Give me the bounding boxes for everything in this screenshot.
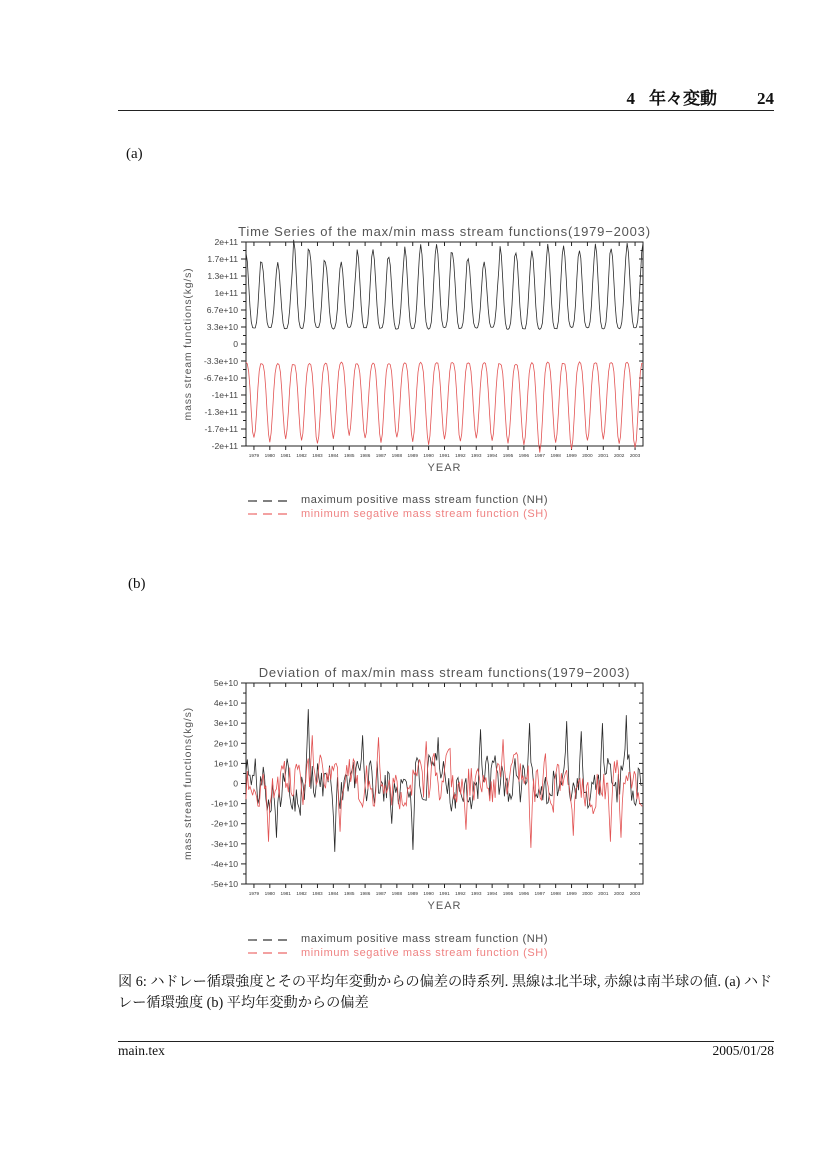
page-number: 24 bbox=[757, 89, 774, 108]
x-tick-label: 1995 bbox=[502, 891, 514, 896]
chart-title: Time Series of the max/min mass stream functions(1979−2003) bbox=[238, 226, 651, 239]
chart-b bbox=[180, 664, 660, 914]
caption-text: ハドレー循環強度とその平均年変動からの偏差の時系列. 黒線は北半球, 赤線は南半球の値. (a) ハドレー循環強度 (b) 平均年変動からの偏差 bbox=[118, 974, 773, 1012]
x-tick-label: 2002 bbox=[613, 453, 625, 458]
chart-a-canvas bbox=[180, 226, 660, 478]
x-tick-label: 1984 bbox=[328, 891, 339, 896]
x-tick-label: 2002 bbox=[613, 891, 625, 896]
x-tick-label: 1991 bbox=[439, 453, 450, 458]
legend-b-item-sh bbox=[247, 947, 548, 961]
legend-a-label-sh: minimum segative mass stream function (SH) bbox=[301, 507, 549, 520]
chart-a bbox=[180, 226, 660, 478]
caption-label: 図 6: bbox=[118, 974, 147, 990]
x-tick-label: 1998 bbox=[550, 891, 561, 896]
y-tick-label: -2e+10 bbox=[211, 818, 238, 829]
x-tick-label: 1996 bbox=[518, 891, 530, 896]
x-tick-label: 1992 bbox=[455, 453, 466, 458]
x-tick-label: 1996 bbox=[518, 453, 530, 458]
series-deviation-sh bbox=[246, 735, 642, 848]
nh-dash-sample-icon bbox=[247, 936, 291, 944]
y-tick-label: -1.7e+11 bbox=[204, 424, 238, 434]
x-tick-label: 2001 bbox=[598, 891, 609, 896]
y-tick-label: -1e+10 bbox=[211, 798, 238, 809]
y-tick-label: 0 bbox=[233, 778, 238, 789]
x-tick-label: 1979 bbox=[248, 453, 260, 458]
y-tick-label: 1.7e+11 bbox=[207, 254, 238, 264]
section-title: 年々変動 bbox=[649, 89, 717, 108]
y-tick-label: 3e+10 bbox=[213, 718, 238, 729]
x-tick-label: 1981 bbox=[280, 891, 291, 896]
y-tick-label: 6.7e+10 bbox=[206, 305, 238, 315]
x-axis-label: YEAR bbox=[427, 900, 462, 912]
x-tick-label: 1999 bbox=[566, 453, 577, 458]
page-header bbox=[118, 84, 774, 109]
x-tick-label: 1990 bbox=[423, 891, 434, 896]
y-tick-label: 2e+10 bbox=[213, 738, 238, 749]
y-tick-label: 1e+11 bbox=[214, 288, 238, 298]
section-number: 4 bbox=[626, 89, 635, 108]
legend-a-item-nh bbox=[247, 494, 548, 508]
legend-a bbox=[247, 494, 548, 521]
y-tick-label: -5e+10 bbox=[211, 879, 238, 889]
x-tick-label: 1998 bbox=[550, 453, 561, 458]
x-axis-label: YEAR bbox=[427, 462, 462, 474]
x-tick-label: 2001 bbox=[598, 453, 609, 458]
x-tick-label: 1983 bbox=[312, 891, 323, 896]
legend-b-label-nh: maximum positive mass stream function (NH) bbox=[301, 933, 549, 945]
y-axis-label: mass stream functions(kg/s) bbox=[182, 707, 194, 860]
legend-b bbox=[247, 933, 548, 960]
x-tick-label: 1994 bbox=[486, 453, 498, 458]
x-tick-label: 1987 bbox=[375, 891, 387, 896]
sh-dash-sample-icon bbox=[247, 510, 291, 518]
x-tick-label: 1980 bbox=[264, 453, 276, 458]
x-tick-label: 1999 bbox=[566, 891, 577, 896]
x-tick-label: 1987 bbox=[375, 453, 387, 458]
y-tick-label: -6.7e+10 bbox=[203, 373, 238, 383]
y-tick-label: 2e+11 bbox=[214, 237, 238, 247]
y-tick-label: 1e+10 bbox=[213, 758, 238, 769]
sh-dash-sample-icon bbox=[247, 949, 291, 957]
y-tick-label: 1.3e+11 bbox=[207, 271, 238, 281]
x-tick-label: 1986 bbox=[359, 453, 371, 458]
footer-date: 2005/01/28 bbox=[712, 1043, 774, 1058]
x-tick-label: 1995 bbox=[502, 453, 514, 458]
x-tick-label: 1985 bbox=[344, 453, 355, 458]
chart-b-canvas bbox=[180, 664, 660, 914]
y-tick-label: -3e+10 bbox=[211, 838, 238, 849]
footer-filename: main.tex bbox=[118, 1043, 165, 1058]
legend-a-item-sh bbox=[247, 508, 548, 522]
x-tick-label: 1985 bbox=[344, 891, 355, 896]
x-tick-label: 2003 bbox=[629, 453, 641, 458]
x-tick-label: 1988 bbox=[391, 453, 403, 458]
legend-b-label-sh: minimum segative mass stream function (SH) bbox=[301, 946, 549, 959]
figure-b-label: (b) bbox=[128, 576, 146, 592]
legend-b-item-nh bbox=[247, 933, 548, 947]
series-sh bbox=[246, 362, 643, 453]
footer-rule bbox=[118, 1041, 774, 1042]
x-tick-label: 1994 bbox=[486, 891, 498, 896]
y-tick-label: 0 bbox=[233, 339, 238, 349]
y-tick-label: -1e+11 bbox=[211, 390, 238, 400]
x-tick-label: 1997 bbox=[534, 453, 545, 458]
x-tick-label: 1989 bbox=[407, 891, 418, 896]
x-tick-label: 1993 bbox=[471, 891, 482, 896]
x-tick-label: 1989 bbox=[407, 453, 418, 458]
y-tick-label: 5e+10 bbox=[213, 678, 238, 688]
x-tick-label: 1981 bbox=[280, 453, 291, 458]
y-tick-label: -3.3e+10 bbox=[203, 356, 238, 366]
chart-title: Deviation of max/min mass stream functions(1979−2003) bbox=[258, 665, 631, 680]
x-tick-label: 2000 bbox=[582, 453, 593, 458]
x-tick-label: 2003 bbox=[629, 891, 641, 896]
x-tick-label: 1997 bbox=[534, 891, 545, 896]
plot-frame bbox=[246, 242, 643, 446]
x-tick-label: 1984 bbox=[328, 453, 339, 458]
x-tick-label: 1991 bbox=[439, 891, 450, 896]
x-tick-label: 2000 bbox=[582, 891, 593, 896]
x-tick-label: 1990 bbox=[423, 453, 434, 458]
x-tick-label: 1992 bbox=[455, 891, 466, 896]
y-axis-label: mass stream functions(kg/s) bbox=[182, 267, 194, 421]
figure-a-label: (a) bbox=[126, 146, 143, 162]
x-tick-label: 1979 bbox=[248, 891, 260, 896]
x-tick-label: 1980 bbox=[264, 891, 276, 896]
y-tick-label: -2e+11 bbox=[211, 441, 238, 451]
x-tick-label: 1982 bbox=[296, 891, 307, 896]
legend-a-label-nh: maximum positive mass stream function (NH) bbox=[301, 494, 549, 506]
header-rule bbox=[118, 110, 774, 111]
figure-caption bbox=[118, 972, 776, 1015]
nh-dash-sample-icon bbox=[247, 497, 291, 505]
x-tick-label: 1986 bbox=[359, 891, 371, 896]
y-tick-label: 4e+10 bbox=[213, 698, 238, 709]
y-tick-label: -4e+10 bbox=[211, 858, 238, 869]
x-tick-label: 1982 bbox=[296, 453, 307, 458]
x-tick-label: 1993 bbox=[471, 453, 482, 458]
series-nh bbox=[246, 240, 643, 330]
y-tick-label: -1.3e+11 bbox=[204, 407, 238, 417]
page-footer bbox=[118, 1043, 774, 1059]
x-tick-label: 1983 bbox=[312, 453, 323, 458]
y-tick-label: 3.3e+10 bbox=[206, 322, 238, 332]
x-tick-label: 1988 bbox=[391, 891, 403, 896]
